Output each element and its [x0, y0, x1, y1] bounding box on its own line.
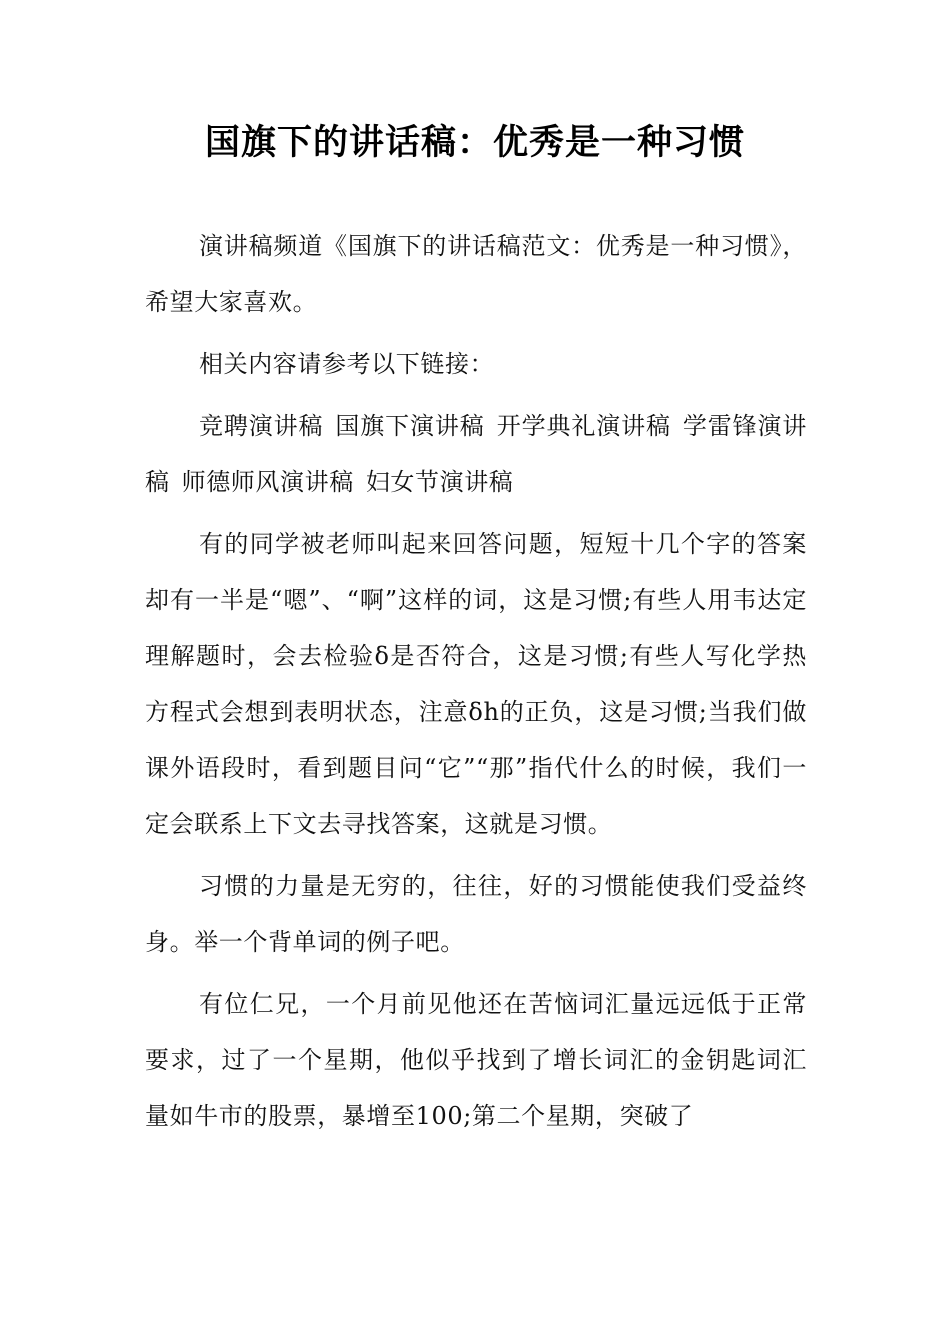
- paragraph-vocabulary-story: 有位仁兄，一个月前见他还在苦恼词汇量远远低于正常要求，过了一个星期，他似乎找到了增长词汇的金钥匙词汇量如牛市的股票，暴增至100;第二个星期，突破了: [145, 990, 807, 1130]
- paragraph-habit-power: 习惯的力量是无穷的，往往，好的习惯能使我们受益终身。举一个背单词的例子吧。: [145, 872, 807, 956]
- related-links: [145, 398, 807, 510]
- paragraph-related-heading: 相关内容请参考以下链接：: [199, 350, 495, 378]
- related-link-teacher-ethics[interactable]: 师德师风演讲稿: [181, 468, 354, 496]
- related-link-competition[interactable]: 竞聘演讲稿: [199, 412, 324, 440]
- page-title: 国旗下的讲话稿：优秀是一种习惯: [204, 123, 745, 163]
- paragraph-intro: 演讲稿频道《国旗下的讲话稿范文：优秀是一种习惯》，希望大家喜欢。: [145, 232, 807, 316]
- related-link-opening-ceremony[interactable]: 开学典礼演讲稿: [496, 412, 671, 440]
- related-link-womens-day[interactable]: 妇女节演讲稿: [365, 468, 514, 496]
- related-link-lei-feng[interactable]: 学雷锋演讲稿: [145, 412, 807, 496]
- paragraph-habit-examples: 有的同学被老师叫起来回答问题，短短十几个字的答案却有一半是“嗯”、“啊”这样的词，这是习惯;有些人用韦达定理解题时，会去检验δ是否符合，这是习惯;有些人写化学热方程式会想到表明状态，注意δh的正负，这是习惯;当我们做课外语段时，看到题目问“它”“那”指代什么的时候，我们一定会联系上下文去寻找答案，这就是习惯。: [145, 530, 807, 838]
- document-body: [145, 218, 807, 1146]
- related-link-flag-speech[interactable]: 国旗下演讲稿: [335, 412, 485, 440]
